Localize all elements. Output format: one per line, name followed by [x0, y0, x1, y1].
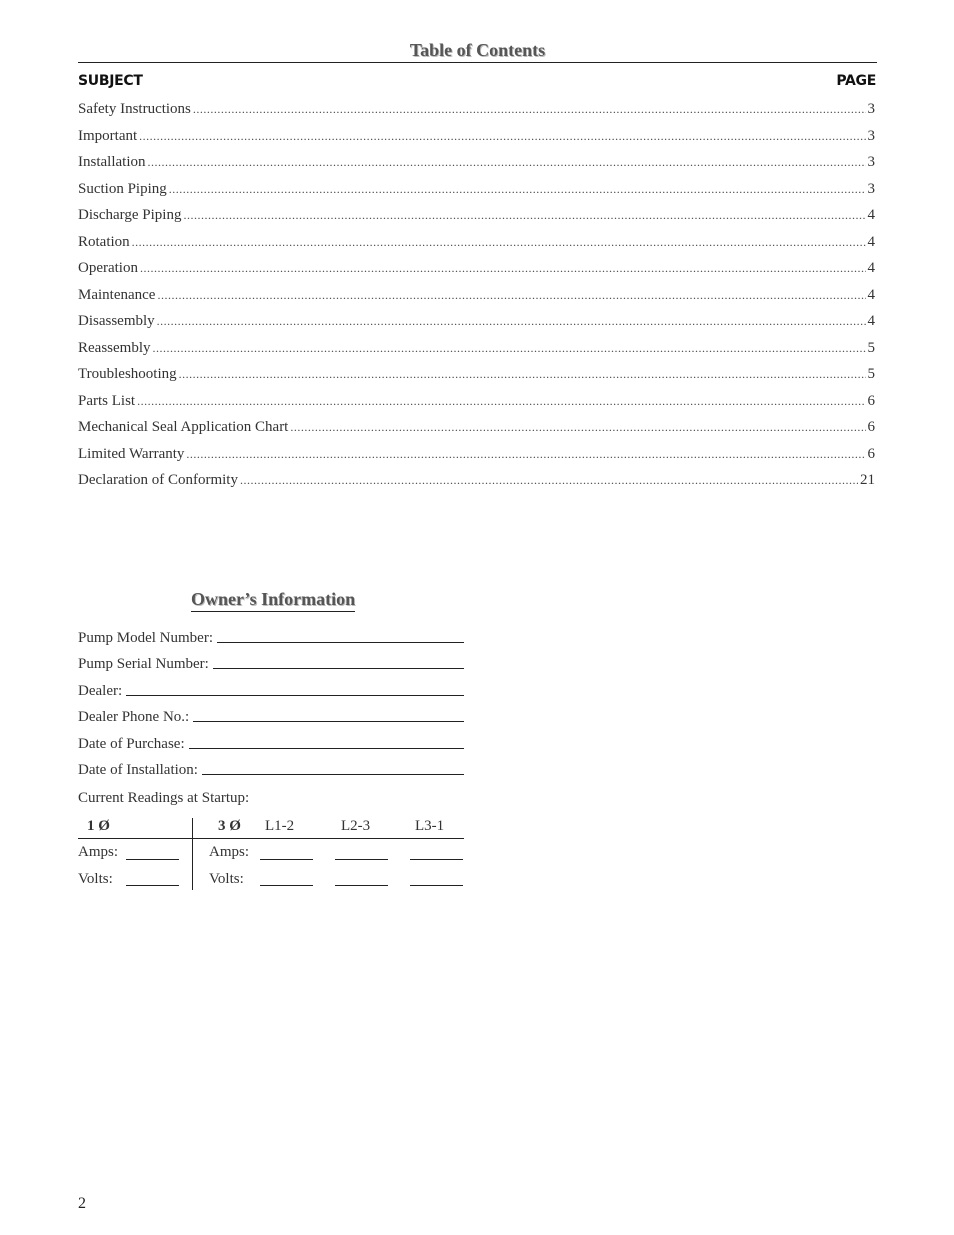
toc-entry-page: 4 — [867, 260, 875, 276]
toc-entry — [78, 207, 875, 234]
subject-header: SUBJECT — [78, 73, 143, 89]
blank-line — [202, 760, 464, 775]
toc-entry-label: Important — [78, 127, 138, 144]
toc-entry-label: Operation — [78, 260, 138, 276]
field-label: Date of Purchase: — [78, 735, 185, 752]
single-phase-amps-label: Amps: — [78, 844, 119, 860]
toc-entry-page: 3 — [867, 127, 875, 144]
three-phase-amps-label: Amps: — [209, 844, 250, 860]
owner-info-form — [78, 620, 464, 779]
toc-entry-page: 6 — [867, 392, 875, 409]
toc-list — [78, 101, 875, 499]
purchase-date-field — [78, 726, 464, 753]
toc-entry-label: Parts List — [78, 392, 136, 409]
toc-entry-label: Declaration of Conformity — [78, 472, 238, 488]
toc-leader — [240, 473, 858, 488]
blank-line — [260, 884, 313, 886]
toc-entry — [78, 234, 875, 261]
three-phase-volts-label: Volts: — [209, 871, 244, 887]
toc-entry-page: 4 — [867, 233, 875, 250]
pump-serial-field — [78, 647, 464, 674]
toc-entry-label: Rotation — [78, 233, 130, 250]
toc-entry — [78, 260, 875, 287]
toc-leader — [169, 182, 866, 197]
dealer-phone-field — [78, 700, 464, 727]
field-label: Date of Installation: — [78, 762, 198, 778]
toc-entry-label: Limited Warranty — [78, 445, 185, 462]
single-phase-header: 1 Ø — [87, 818, 110, 834]
blank-line — [126, 858, 179, 860]
toc-title: Table of Contents — [78, 38, 877, 63]
blank-line — [410, 884, 463, 886]
blank-line — [126, 681, 464, 696]
pump-model-field — [78, 620, 464, 647]
toc-entry — [78, 393, 875, 420]
installation-date-field — [78, 753, 464, 780]
blank-line — [189, 734, 464, 749]
toc-entry — [78, 340, 875, 367]
single-phase-volts-label: Volts: — [78, 871, 113, 887]
toc-entry-page: 6 — [867, 419, 875, 435]
toc-entry — [78, 154, 875, 181]
field-label: Pump Model Number: — [78, 629, 213, 646]
blank-line — [335, 884, 388, 886]
l12-header: L1-2 — [265, 818, 295, 834]
toc-leader — [193, 102, 866, 117]
toc-entry — [78, 181, 875, 208]
toc-leader — [140, 261, 866, 276]
toc-entry — [78, 472, 875, 499]
toc-entry-label: Reassembly — [78, 339, 151, 356]
toc-entry — [78, 128, 875, 155]
toc-entry — [78, 287, 875, 314]
toc-entry — [78, 446, 875, 473]
toc-leader — [179, 367, 866, 382]
toc-leader — [139, 129, 865, 144]
phase-divider — [192, 818, 193, 890]
dealer-field — [78, 673, 464, 700]
toc-leader — [157, 314, 866, 329]
blank-line — [260, 858, 313, 860]
blank-line — [213, 654, 464, 669]
toc-entry-page: 21 — [860, 472, 875, 488]
field-label: Dealer Phone No.: — [78, 709, 190, 725]
toc-entry-page: 3 — [867, 154, 875, 170]
toc-entry-label: Suction Piping — [78, 180, 167, 197]
readings-title: Current Readings at Startup: — [78, 790, 250, 806]
field-label: Dealer: — [78, 682, 123, 699]
toc-leader — [186, 447, 865, 462]
toc-entry — [78, 101, 875, 128]
toc-entry-label: Disassembly — [78, 313, 155, 329]
three-phase-header: 3 Ø — [218, 818, 241, 834]
toc-entry-label: Safety Instructions — [78, 101, 191, 117]
toc-entry — [78, 313, 875, 340]
toc-entry-label: Discharge Piping — [78, 207, 182, 223]
blank-line — [217, 628, 464, 643]
owner-info-title: Owner’s Information — [191, 588, 355, 612]
toc-leader — [153, 341, 866, 356]
toc-leader — [157, 288, 865, 303]
l31-header: L3-1 — [415, 818, 445, 834]
blank-line — [126, 884, 179, 886]
readings-header-rule — [78, 838, 464, 839]
toc-entry-page: 3 — [867, 101, 875, 117]
toc-entry-page: 4 — [867, 286, 875, 303]
toc-entry-label: Troubleshooting — [78, 366, 177, 382]
toc-entry-page: 4 — [867, 207, 875, 223]
toc-leader — [183, 208, 865, 223]
toc-entry-page: 4 — [867, 313, 875, 329]
toc-leader — [132, 235, 866, 250]
blank-line — [193, 707, 464, 722]
page-number: 2 — [78, 1195, 86, 1212]
toc-leader — [290, 420, 865, 435]
toc-leader — [148, 155, 866, 170]
toc-entry-page: 6 — [867, 445, 875, 462]
blank-line — [410, 858, 463, 860]
page-header: PAGE — [836, 73, 876, 89]
toc-entry-page: 5 — [867, 366, 875, 382]
toc-entry-label: Maintenance — [78, 286, 156, 303]
toc-entry-label: Installation — [78, 154, 146, 170]
readings-table — [78, 816, 464, 890]
toc-entry-page: 3 — [867, 180, 875, 197]
field-label: Pump Serial Number: — [78, 656, 209, 672]
toc-entry-page: 5 — [867, 339, 875, 356]
toc-leader — [137, 394, 865, 409]
l23-header: L2-3 — [341, 818, 371, 834]
blank-line — [335, 858, 388, 860]
toc-entry-label: Mechanical Seal Application Chart — [78, 419, 289, 435]
toc-entry — [78, 419, 875, 446]
toc-entry — [78, 366, 875, 393]
